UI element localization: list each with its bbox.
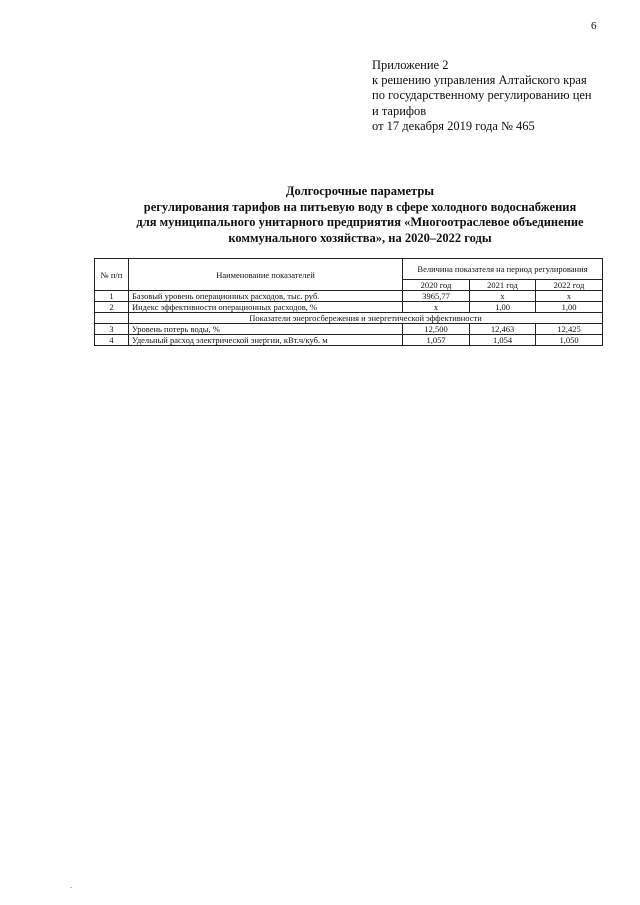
scan-speck <box>70 887 72 888</box>
cell-num: 2 <box>95 302 129 313</box>
cell-value: 1,00 <box>470 302 536 313</box>
page-number: 6 <box>591 20 597 32</box>
cell-value: х <box>403 302 470 313</box>
cell-empty <box>95 313 129 324</box>
appendix-block <box>372 58 622 134</box>
cell-value: 12,500 <box>403 324 470 335</box>
table-row <box>95 302 603 313</box>
cell-name: Удельный расход электрической энергии, кВт.ч/куб. м <box>129 335 403 346</box>
document-title <box>90 184 630 246</box>
header-year: 2021 год <box>470 280 536 291</box>
appendix-line: по государственному регулированию цен <box>372 88 592 103</box>
cell-name: Базовый уровень операционных расходов, тыс. руб. <box>129 291 403 302</box>
cell-value: 1,054 <box>470 335 536 346</box>
table-header-row <box>95 259 603 280</box>
cell-value: 1,057 <box>403 335 470 346</box>
cell-value: 12,463 <box>470 324 536 335</box>
title-line: Долгосрочные параметры <box>285 184 435 198</box>
section-heading: Показатели энергосбережения и энергетической эффективности <box>129 313 603 324</box>
appendix-line: к решению управления Алтайского края <box>372 73 587 88</box>
header-year: 2022 год <box>536 280 603 291</box>
title-line: для муниципального унитарного предприятия «Многоотраслевое объединение <box>136 215 584 230</box>
header-name: Наименование показателей <box>129 259 403 291</box>
table-row <box>95 335 603 346</box>
appendix-line: от 17 декабря 2019 года № 465 <box>372 118 535 133</box>
appendix-line: Приложение 2 <box>372 58 449 72</box>
cell-value: 1,050 <box>536 335 603 346</box>
title-line: регулирования тарифов на питьевую воду в сфере холодного водоснабжения <box>143 199 577 214</box>
cell-value: 1,00 <box>536 302 603 313</box>
table-row <box>95 324 603 335</box>
cell-num: 3 <box>95 324 129 335</box>
table-row <box>95 291 603 302</box>
cell-name: Индекс эффективности операционных расходов, % <box>129 302 403 313</box>
header-group: Величина показателя на период регулирования <box>403 259 603 280</box>
appendix-line: и тарифов <box>372 103 427 118</box>
title-line: коммунального хозяйства», на 2020–2022 годы <box>228 230 492 245</box>
cell-value: х <box>470 291 536 302</box>
cell-value: х <box>536 291 603 302</box>
cell-value: 3965,77 <box>403 291 470 302</box>
header-year: 2020 год <box>403 280 470 291</box>
cell-num: 4 <box>95 335 129 346</box>
cell-name: Уровень потерь воды, % <box>129 324 403 335</box>
cell-num: 1 <box>95 291 129 302</box>
table-section-row <box>95 313 603 324</box>
cell-value: 12,425 <box>536 324 603 335</box>
parameters-table <box>94 258 603 346</box>
header-num: № п/п <box>95 259 129 291</box>
